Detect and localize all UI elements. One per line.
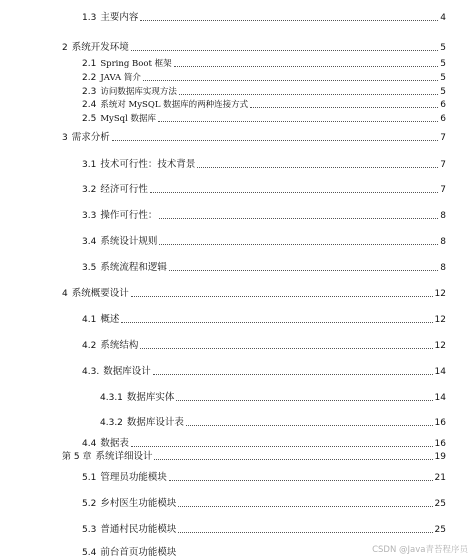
toc-entry-title: 操作可行性： <box>100 210 158 221</box>
toc-entry-page: 19 <box>434 452 446 462</box>
toc-entry <box>82 70 446 84</box>
toc-entry-number: 3.2 <box>82 185 97 195</box>
toc-entry <box>62 449 446 463</box>
toc-entry <box>82 234 446 248</box>
toc-entry-page: 12 <box>434 289 446 299</box>
toc-entry-title: 概述 <box>100 314 120 325</box>
toc-entry-page: 12 <box>434 341 446 351</box>
toc-entry <box>100 415 446 429</box>
toc-entry-number: 4.3.2 <box>100 418 123 428</box>
dot-leader <box>169 270 438 271</box>
toc-entry-title: 系统流程和逻辑 <box>100 262 167 273</box>
toc-entry-title: 数据库设计 <box>103 366 151 377</box>
toc-entry-number: 5.2 <box>82 499 97 509</box>
dot-leader <box>186 425 433 426</box>
toc-entry-page: 25 <box>434 525 446 535</box>
toc-entry-title: 系统结构 <box>100 340 139 351</box>
toc-entry <box>82 496 446 510</box>
toc-entry-title: MySql 数据库 <box>100 114 157 124</box>
toc-entry-number: 3 <box>62 133 68 143</box>
toc-entry <box>82 208 446 222</box>
toc-entry-number: 4.3.1 <box>100 393 123 403</box>
toc-entry-page: 4 <box>440 13 446 23</box>
toc-entry <box>62 40 446 54</box>
toc-entry <box>62 286 446 300</box>
toc-entry <box>82 470 446 484</box>
toc-entry-title: 乡村医生功能模块 <box>100 498 177 509</box>
toc-entry-number: 4.3. <box>82 367 100 377</box>
toc-entry-page: 16 <box>434 418 446 428</box>
toc-entry <box>82 522 446 536</box>
toc-entry <box>82 364 446 378</box>
toc-entry-number: 3.3 <box>82 211 97 221</box>
toc-entry-page: 25 <box>434 499 446 509</box>
toc-entry-number: 3.4 <box>82 237 97 247</box>
dot-leader <box>176 400 432 401</box>
toc-entry-page: 5 <box>440 59 446 69</box>
toc-entry-page: 8 <box>440 237 446 247</box>
toc-entry-page: 21 <box>434 473 446 483</box>
toc-entry-page: 5 <box>440 43 446 53</box>
toc-entry-number: 4.4 <box>82 439 97 449</box>
dot-leader <box>143 80 438 81</box>
dot-leader <box>131 446 433 447</box>
toc-entry-page: 6 <box>440 114 446 124</box>
toc-entry <box>82 436 446 450</box>
toc-entry <box>82 260 446 274</box>
toc-entry-title: 系统概要设计 <box>71 288 129 299</box>
toc-entry-page: 8 <box>440 263 446 273</box>
dot-leader <box>174 66 438 67</box>
dot-leader <box>131 296 433 297</box>
toc-entry-title: 技术可行性：技术背景 <box>100 159 196 170</box>
toc-entry-title: 前台首页功能模块 <box>100 547 177 558</box>
toc-entry-number: 2.1 <box>82 59 97 69</box>
toc-entry <box>82 157 446 171</box>
toc-entry-page: 8 <box>440 211 446 221</box>
toc-entry <box>82 56 446 70</box>
toc-entry <box>82 10 446 24</box>
dot-leader <box>153 374 433 375</box>
toc-entry-title: 系统对 MySQL 数据库的两种连接方式 <box>100 100 249 110</box>
toc-entry-title: JAVA 简介 <box>100 73 141 83</box>
dot-leader <box>178 506 432 507</box>
toc-entry <box>82 312 446 326</box>
dot-leader <box>159 244 438 245</box>
toc-entry-number: 2.2 <box>82 73 97 83</box>
toc-entry-page: 7 <box>440 185 446 195</box>
toc-entry-page: 7 <box>440 160 446 170</box>
toc-entry <box>100 390 446 404</box>
toc-entry-title: 系统开发环境 <box>71 42 129 53</box>
toc-entry-title: 数据库实体 <box>126 392 175 403</box>
toc-entry <box>82 546 334 559</box>
toc-entry <box>82 338 446 352</box>
toc-entry-title: 管理员功能模块 <box>100 472 167 483</box>
toc-entry-page: 14 <box>434 367 446 377</box>
toc-entry-number: 2.3 <box>82 87 97 97</box>
toc-entry-title: 经济可行性 <box>100 184 148 195</box>
toc-entry-page: 5 <box>440 73 446 83</box>
toc-entry-page: 16 <box>434 439 446 449</box>
toc-entry-title: Spring Boot 框架 <box>100 59 172 69</box>
toc-entry-number: 3.5 <box>82 263 97 273</box>
csdn-watermark: CSDN @Java青苔程序员 <box>372 545 468 555</box>
toc-entry <box>62 130 446 144</box>
toc-entry-page: 7 <box>440 133 446 143</box>
toc-entry-title: 数据库设计表 <box>126 417 184 428</box>
toc-entry <box>82 84 446 98</box>
toc-entry-number: 4 <box>62 289 68 299</box>
toc-entry-page: 14 <box>434 393 446 403</box>
toc-entry-page: 5 <box>440 87 446 97</box>
dot-leader <box>158 121 438 122</box>
toc-entry-number: 5.3 <box>82 525 97 535</box>
dot-leader <box>112 140 438 141</box>
toc-entry-number: 4.2 <box>82 341 97 351</box>
dot-leader <box>140 20 438 21</box>
dot-leader <box>179 94 438 95</box>
toc-entry-number: 2.5 <box>82 114 97 124</box>
toc-entry-number: 4.1 <box>82 315 97 325</box>
toc-entry-number: 1.3 <box>82 13 97 23</box>
toc-entry <box>82 97 446 111</box>
toc-entry-number: 2.4 <box>82 100 97 110</box>
dot-leader <box>159 218 438 219</box>
toc-entry-title: 系统设计规则 <box>100 236 158 247</box>
dot-leader <box>131 50 438 51</box>
dot-leader <box>154 459 432 460</box>
dot-leader <box>178 532 432 533</box>
dot-leader <box>121 322 432 323</box>
toc-entry-page: 12 <box>434 315 446 325</box>
toc-entry-number: 3.1 <box>82 160 97 170</box>
dot-leader <box>169 480 433 481</box>
dot-leader <box>250 107 438 108</box>
toc-entry-title: 系统详细设计 <box>95 451 153 462</box>
toc-entry-title: 访问数据库实现方法 <box>100 87 177 97</box>
toc-entry-number: 第 5 章 <box>62 452 92 462</box>
toc-entry-title: 数据表 <box>100 438 129 449</box>
dot-leader <box>197 167 438 168</box>
dot-leader <box>150 192 438 193</box>
toc-entry-title: 普通村民功能模块 <box>100 524 177 535</box>
toc-entry-title: 主要内容 <box>100 12 139 23</box>
toc-entry-title: 需求分析 <box>71 132 110 143</box>
toc-entry-number: 5.4 <box>82 548 97 558</box>
dot-leader <box>140 348 432 349</box>
toc-entry-number: 5.1 <box>82 473 97 483</box>
toc-entry <box>82 111 446 125</box>
toc-entry <box>82 182 446 196</box>
toc-entry-page: 6 <box>440 100 446 110</box>
toc-entry-number: 2 <box>62 43 68 53</box>
